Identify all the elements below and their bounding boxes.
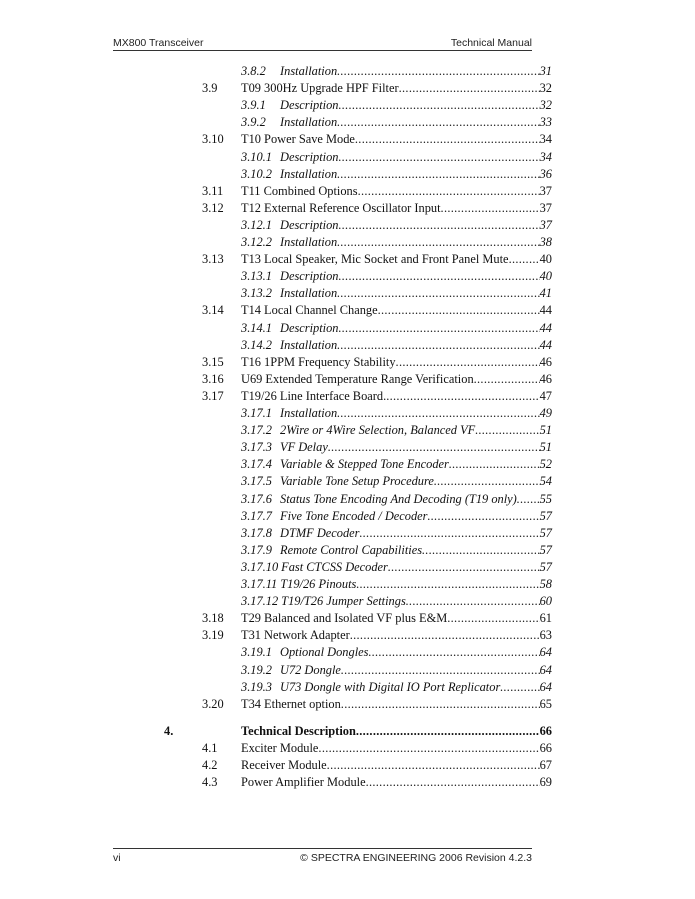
toc-entry-page: 32	[539, 81, 552, 96]
toc-entry[interactable]	[241, 268, 552, 285]
toc-entry-title: Remote Control Capabilities	[280, 542, 423, 557]
dot-leader	[339, 268, 540, 285]
dot-leader	[350, 627, 540, 644]
toc-entry-page: 36	[539, 166, 552, 181]
dot-leader	[447, 610, 539, 627]
toc-entry-number: 4.1	[202, 740, 218, 755]
toc-entry[interactable]	[202, 302, 552, 319]
toc-entry-title: Description	[280, 320, 339, 335]
toc-entry-number: 4.3	[202, 775, 218, 790]
toc-entry-page: 57	[539, 508, 552, 523]
toc-entry-title: T14 Local Channel Change	[241, 303, 378, 318]
toc-entry-page: 54	[539, 474, 552, 489]
toc-entry-number: 3.19.2	[241, 662, 272, 677]
toc-entry-title: U72 Dongle	[280, 662, 341, 677]
toc-entry-number: 3.14.2	[241, 337, 272, 352]
dot-leader	[475, 422, 539, 439]
dot-leader	[386, 388, 539, 405]
dot-leader	[328, 439, 540, 456]
toc-entry-number: 3.13	[202, 252, 224, 267]
dot-leader	[360, 525, 540, 542]
toc-entry-number: 3.12	[202, 200, 224, 215]
toc-entry[interactable]	[202, 774, 552, 791]
dot-leader	[434, 473, 540, 490]
toc-entry-page: 61	[539, 611, 552, 626]
dot-leader	[339, 320, 540, 337]
toc-entry-title: T16 1PPM Frequency Stability	[241, 354, 396, 369]
toc-entry[interactable]	[241, 491, 552, 508]
dot-leader	[396, 354, 540, 371]
toc-entry-title: Description	[280, 269, 339, 284]
dot-leader	[517, 491, 540, 508]
toc-entry-title: Receiver Module	[241, 758, 327, 772]
toc-entry-number: 3.17.4	[241, 457, 272, 472]
toc-entry[interactable]	[202, 610, 552, 627]
dot-leader	[449, 456, 540, 473]
dot-leader	[356, 723, 540, 740]
dot-leader	[337, 166, 539, 183]
toc-entry-page: 64	[539, 679, 552, 694]
toc-entry[interactable]	[241, 217, 552, 234]
dot-leader	[474, 371, 540, 388]
dot-leader	[355, 131, 540, 148]
toc-entry[interactable]	[202, 757, 552, 774]
toc-entry-title: T29 Balanced and Isolated VF plus E&M	[241, 611, 448, 626]
toc-entry-page: 64	[539, 645, 552, 660]
dot-leader	[358, 183, 540, 200]
toc-entry-title: Technical Description	[241, 723, 356, 738]
dot-leader	[318, 740, 539, 757]
toc-entry-page: 37	[539, 183, 552, 198]
toc-entry-number: 3.17.9	[241, 542, 272, 557]
toc-entry-title: Description	[280, 98, 339, 113]
toc-entry-title: 2Wire or 4Wire Selection, Balanced VF	[280, 423, 476, 438]
toc-entry[interactable]	[241, 234, 552, 251]
toc-entry[interactable]	[241, 593, 552, 610]
toc-entry-page: 67	[539, 758, 552, 772]
toc-entry-page: 47	[539, 388, 552, 403]
toc-entry-number: 3.17.2	[241, 423, 272, 438]
toc-entry-title: Optional Dongles	[280, 645, 369, 660]
toc-entry-page: 46	[539, 354, 552, 369]
toc-entry[interactable]	[241, 97, 552, 114]
toc-entry[interactable]	[241, 439, 552, 456]
toc-entry-title: T19/26 Pinouts	[280, 577, 357, 591]
toc-entry-number: 3.17.3	[241, 440, 272, 455]
toc-entry-page: 32	[539, 98, 552, 113]
toc-entry[interactable]	[202, 251, 552, 268]
toc-entry-page: 31	[539, 64, 552, 78]
dot-leader	[356, 576, 539, 593]
dot-leader	[339, 149, 540, 166]
toc-entry-page: 57	[539, 542, 552, 557]
toc-entry-number: 3.10.1	[241, 149, 272, 164]
toc-entry-page: 46	[539, 371, 552, 386]
toc-entry[interactable]	[241, 456, 552, 473]
toc-entry-number: 3.18	[202, 611, 224, 626]
toc-entry-page: 65	[539, 696, 552, 711]
toc-entry-page: 44	[539, 337, 552, 352]
toc-entry-page: 44	[539, 320, 552, 335]
toc-entry-page: 69	[539, 775, 552, 790]
toc-entry-page: 44	[539, 303, 552, 318]
toc-entry-title: Fast CTCSS Decoder	[281, 559, 388, 574]
dot-leader	[406, 593, 540, 610]
toc-entry-title: U69 Extended Temperature Range Verification	[241, 371, 474, 386]
toc-entry-number: 4.2	[202, 758, 218, 772]
toc-entry-page: 66	[539, 723, 552, 738]
toc-entry[interactable]	[202, 80, 552, 97]
toc-entry-number: 3.10.2	[241, 166, 272, 181]
header-document-title: MX800 Transceiver	[113, 37, 204, 49]
toc-entry-title: VF Delay	[280, 440, 328, 455]
toc-entry[interactable]	[241, 320, 552, 337]
dot-leader	[337, 285, 539, 302]
footer-page-number: vi	[113, 852, 121, 864]
toc-entry-title: T12 External Reference Oscillator Input	[241, 200, 441, 215]
dot-leader	[441, 200, 540, 217]
toc-entry-page: 66	[539, 740, 552, 755]
toc-entry-title: Installation	[280, 166, 338, 181]
toc-entry-page: 63	[539, 628, 552, 643]
toc-entry-number: 4.	[164, 723, 174, 738]
toc-entry-number: 3.12.1	[241, 217, 272, 232]
dot-leader	[500, 679, 539, 696]
toc-entry-page: 49	[539, 406, 552, 420]
toc-entry[interactable]	[241, 525, 552, 542]
toc-entry-title: Five Tone Encoded / Decoder	[280, 508, 428, 523]
toc-entry[interactable]	[241, 644, 552, 661]
toc-entry-page: 40	[539, 269, 552, 284]
toc-entry-page: 51	[539, 440, 552, 455]
toc-entry-title: Power Amplifier Module	[241, 775, 366, 790]
dot-leader	[337, 337, 539, 354]
toc-entry[interactable]	[202, 371, 552, 388]
toc-entry-title: T19/26 Line Interface Board.	[241, 388, 387, 403]
toc-entry[interactable]	[164, 723, 552, 740]
toc-entry-number: 3.20	[202, 696, 224, 711]
toc-entry-page: 55	[539, 491, 552, 506]
toc-entry[interactable]	[241, 542, 552, 559]
toc-entry[interactable]	[241, 473, 552, 490]
toc-entry[interactable]	[202, 388, 552, 405]
dot-leader	[428, 508, 540, 525]
toc-entry-page: 37	[539, 217, 552, 232]
toc-entry[interactable]	[241, 149, 552, 166]
toc-entry[interactable]	[241, 679, 552, 696]
toc-entry[interactable]	[202, 200, 552, 217]
toc-entry-number: 3.17.12	[241, 594, 279, 609]
toc-entry-number: 3.17.7	[241, 508, 272, 523]
toc-entry-title: T13 Local Speaker, Mic Socket and Front Panel Mute	[241, 252, 509, 267]
dot-leader	[337, 63, 539, 80]
dot-leader	[337, 114, 539, 131]
toc-entry-number: 3.15	[202, 354, 224, 369]
toc-entry-title: Variable Tone Setup Procedure	[280, 474, 434, 489]
toc-entry-number: 3.17.5	[241, 474, 272, 489]
toc-entry-number: 3.9	[202, 81, 218, 96]
toc-entry-page: 33	[539, 115, 552, 130]
header-manual-type: Technical Manual	[450, 37, 532, 49]
toc-entry-page: 40	[539, 252, 552, 267]
toc-entry[interactable]	[202, 131, 552, 148]
toc-entry[interactable]	[202, 696, 552, 713]
dot-leader	[368, 644, 539, 661]
toc-entry[interactable]	[241, 508, 552, 525]
toc-entry-title: T09 300Hz Upgrade HPF Filter	[241, 81, 399, 96]
toc-entry[interactable]	[241, 576, 552, 593]
toc-entry-title: Installation	[280, 235, 338, 249]
toc-entry-page: 57	[539, 525, 552, 540]
toc-entry-title: Exciter Module	[241, 740, 319, 755]
toc-entry[interactable]	[241, 405, 552, 422]
toc-entry[interactable]	[202, 354, 552, 371]
dot-leader	[509, 251, 540, 268]
dot-leader	[341, 662, 540, 679]
toc-entry[interactable]	[241, 559, 552, 576]
toc-entry-title: T11 Combined Options	[241, 183, 358, 198]
toc-entry[interactable]	[241, 114, 552, 131]
toc-entry-page: 57	[539, 559, 552, 574]
toc-entry[interactable]	[202, 183, 552, 200]
toc-entry-number: 3.12.2	[241, 235, 272, 249]
dot-leader	[337, 405, 539, 422]
toc-entry-number: 3.19.3	[241, 679, 272, 694]
toc-entry-number: 3.11	[202, 183, 224, 198]
toc-entry[interactable]	[241, 422, 552, 439]
toc-entry[interactable]	[202, 740, 552, 757]
toc-entry-number: 3.16	[202, 371, 224, 386]
toc-entry-title: Installation	[280, 337, 338, 352]
toc-entry-number: 3.17.6	[241, 491, 272, 506]
toc-entry-title: T34 Ethernet option	[241, 696, 341, 711]
dot-leader	[341, 696, 540, 713]
toc-entry-page: 41	[539, 286, 552, 301]
toc-entry[interactable]	[241, 662, 552, 679]
toc-entry-number: 3.17	[202, 388, 224, 403]
dot-leader	[422, 542, 540, 559]
dot-leader	[327, 757, 540, 774]
toc-entry-page: 64	[539, 662, 552, 677]
toc-entry-number: 3.13.1	[241, 269, 272, 284]
toc-entry-page: 60	[539, 594, 552, 609]
toc-entry-number: 3.17.1	[241, 406, 272, 420]
toc-entry-title: U73 Dongle with Digital IO Port Replicator	[280, 679, 501, 694]
dot-leader	[339, 97, 540, 114]
toc-entry[interactable]	[241, 285, 552, 302]
toc-entry-title: Installation	[280, 64, 338, 78]
toc-entry-number: 3.14	[202, 303, 224, 318]
toc-entry-page: 37	[539, 200, 552, 215]
toc-entry-number: 3.19	[202, 628, 224, 643]
toc-entry-title: Installation	[280, 406, 338, 420]
toc-entry-number: 3.19.1	[241, 645, 272, 660]
toc-entry-title: DTMF Decoder	[280, 525, 360, 540]
toc-entry[interactable]	[241, 63, 552, 80]
toc-entry[interactable]	[202, 627, 552, 644]
toc-entry-number: 3.10	[202, 132, 224, 147]
toc-entry-page: 34	[539, 132, 552, 147]
toc-entry-number: 3.9.2	[241, 115, 266, 130]
toc-entry-number: 3.17.11	[241, 577, 278, 591]
toc-entry-number: 3.9.1	[241, 98, 266, 113]
toc-entry-page: 34	[539, 149, 552, 164]
header-rule	[113, 50, 532, 51]
dot-leader	[378, 302, 540, 319]
toc-entry-title: Installation	[280, 115, 338, 130]
toc-entry-page: 51	[539, 423, 552, 438]
toc-entry-title: Status Tone Encoding And Decoding (T19 only)	[280, 491, 517, 506]
toc-entry-page: 52	[539, 457, 552, 472]
footer-rule	[113, 848, 532, 849]
footer-copyright: © SPECTRA ENGINEERING 2006 Revision 4.2.3	[300, 852, 532, 864]
toc-entry-title: T10 Power Save Mode	[241, 132, 355, 147]
toc-entry-title: Description	[280, 149, 339, 164]
toc-entry-number: 3.17.10	[241, 559, 279, 574]
dot-leader	[337, 234, 539, 251]
dot-leader	[339, 217, 540, 234]
toc-entry-number: 3.17.8	[241, 525, 272, 540]
dot-leader	[388, 559, 540, 576]
toc-entry-page: 38	[539, 235, 552, 249]
toc-entry[interactable]	[241, 166, 552, 183]
toc-entry-number: 3.13.2	[241, 286, 272, 301]
toc-entry[interactable]	[241, 337, 552, 354]
toc-entry-number: 3.8.2	[241, 64, 266, 78]
toc-entry-title: Variable & Stepped Tone Encoder	[280, 457, 449, 472]
dot-leader	[399, 80, 540, 97]
dot-leader	[366, 774, 540, 791]
toc-entry-title: T31 Network Adapter	[241, 628, 350, 643]
toc-entry-number: 3.14.1	[241, 320, 272, 335]
toc-entry-page: 58	[539, 577, 552, 591]
toc-entry-title: Description	[280, 217, 339, 232]
toc-entry-title: Installation	[280, 286, 338, 301]
toc-entry-title: T19/T26 Jumper Settings	[281, 594, 406, 609]
